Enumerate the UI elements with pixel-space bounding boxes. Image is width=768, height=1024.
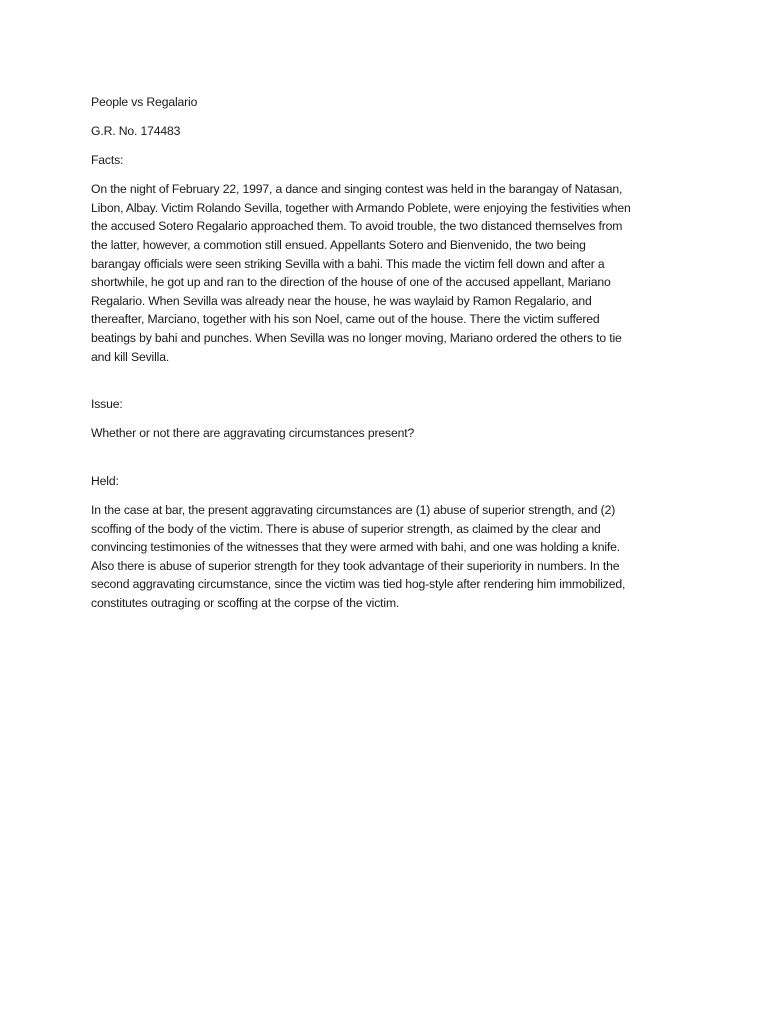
issue-heading: Issue: [91,397,123,412]
facts-paragraph [91,180,691,366]
held-line: constitutes outraging or scoffing at the corpse of the victim. [91,595,400,610]
facts-line: and kill Sevilla. [91,349,170,364]
facts-line: beatings by bahi and punches. When Sevilla was no longer moving, Mariano ordered the others to tie [91,331,622,346]
document-title: People vs Regalario [91,95,198,109]
case-number: G.R. No. 174483 [91,124,181,139]
facts-line: the accused Sotero Regalario approached them. To avoid trouble, the two distanced themselves from [91,219,623,234]
issue-text: Whether or not there are aggravating circumstances present? [91,426,415,441]
document-body [91,93,691,613]
held-line: scoffing of the body of the victim. There is abuse of superior strength, as claimed by the clear and [91,521,601,536]
held-line: second aggravating circumstance, since the victim was tied hog-style after rendering him immobilized, [91,577,626,592]
held-heading: Held: [91,473,119,488]
facts-line: the latter, however, a commotion still ensued. Appellants Sotero and Bienvenido, the two being [91,238,586,253]
facts-line: Regalario. When Sevilla was already near the house, he was waylaid by Ramon Regalario, and [91,293,592,308]
held-line: convincing testimonies of the witnesses that they were armed with bahi, and one was holding a knife. [91,540,621,555]
facts-line: thereafter, Marciano, together with his son Noel, came out of the house. There the victim suffered [91,312,600,327]
held-line: In the case at bar, the present aggravating circumstances are (1) abuse of superior strength, and (2) [91,503,616,517]
facts-line: On the night of February 22, 1997, a dance and singing contest was held in the barangay of Natasan, [91,182,623,197]
facts-line: Libon, Albay. Victim Rolando Sevilla, together with Armando Poblete, were enjoying the festivities when [91,200,631,215]
held-paragraph [91,501,691,613]
held-line: Also there is abuse of superior strength for they took advantage of their superiority in numbers. In the [91,558,620,573]
facts-line: shortwhile, he got up and ran to the direction of the house of one of the accused appellant, Mariano [91,275,611,290]
facts-heading: Facts: [91,153,124,168]
facts-line: barangay officials were seen striking Sevilla with a bahi. This made the victim fell down and after a [91,256,605,271]
